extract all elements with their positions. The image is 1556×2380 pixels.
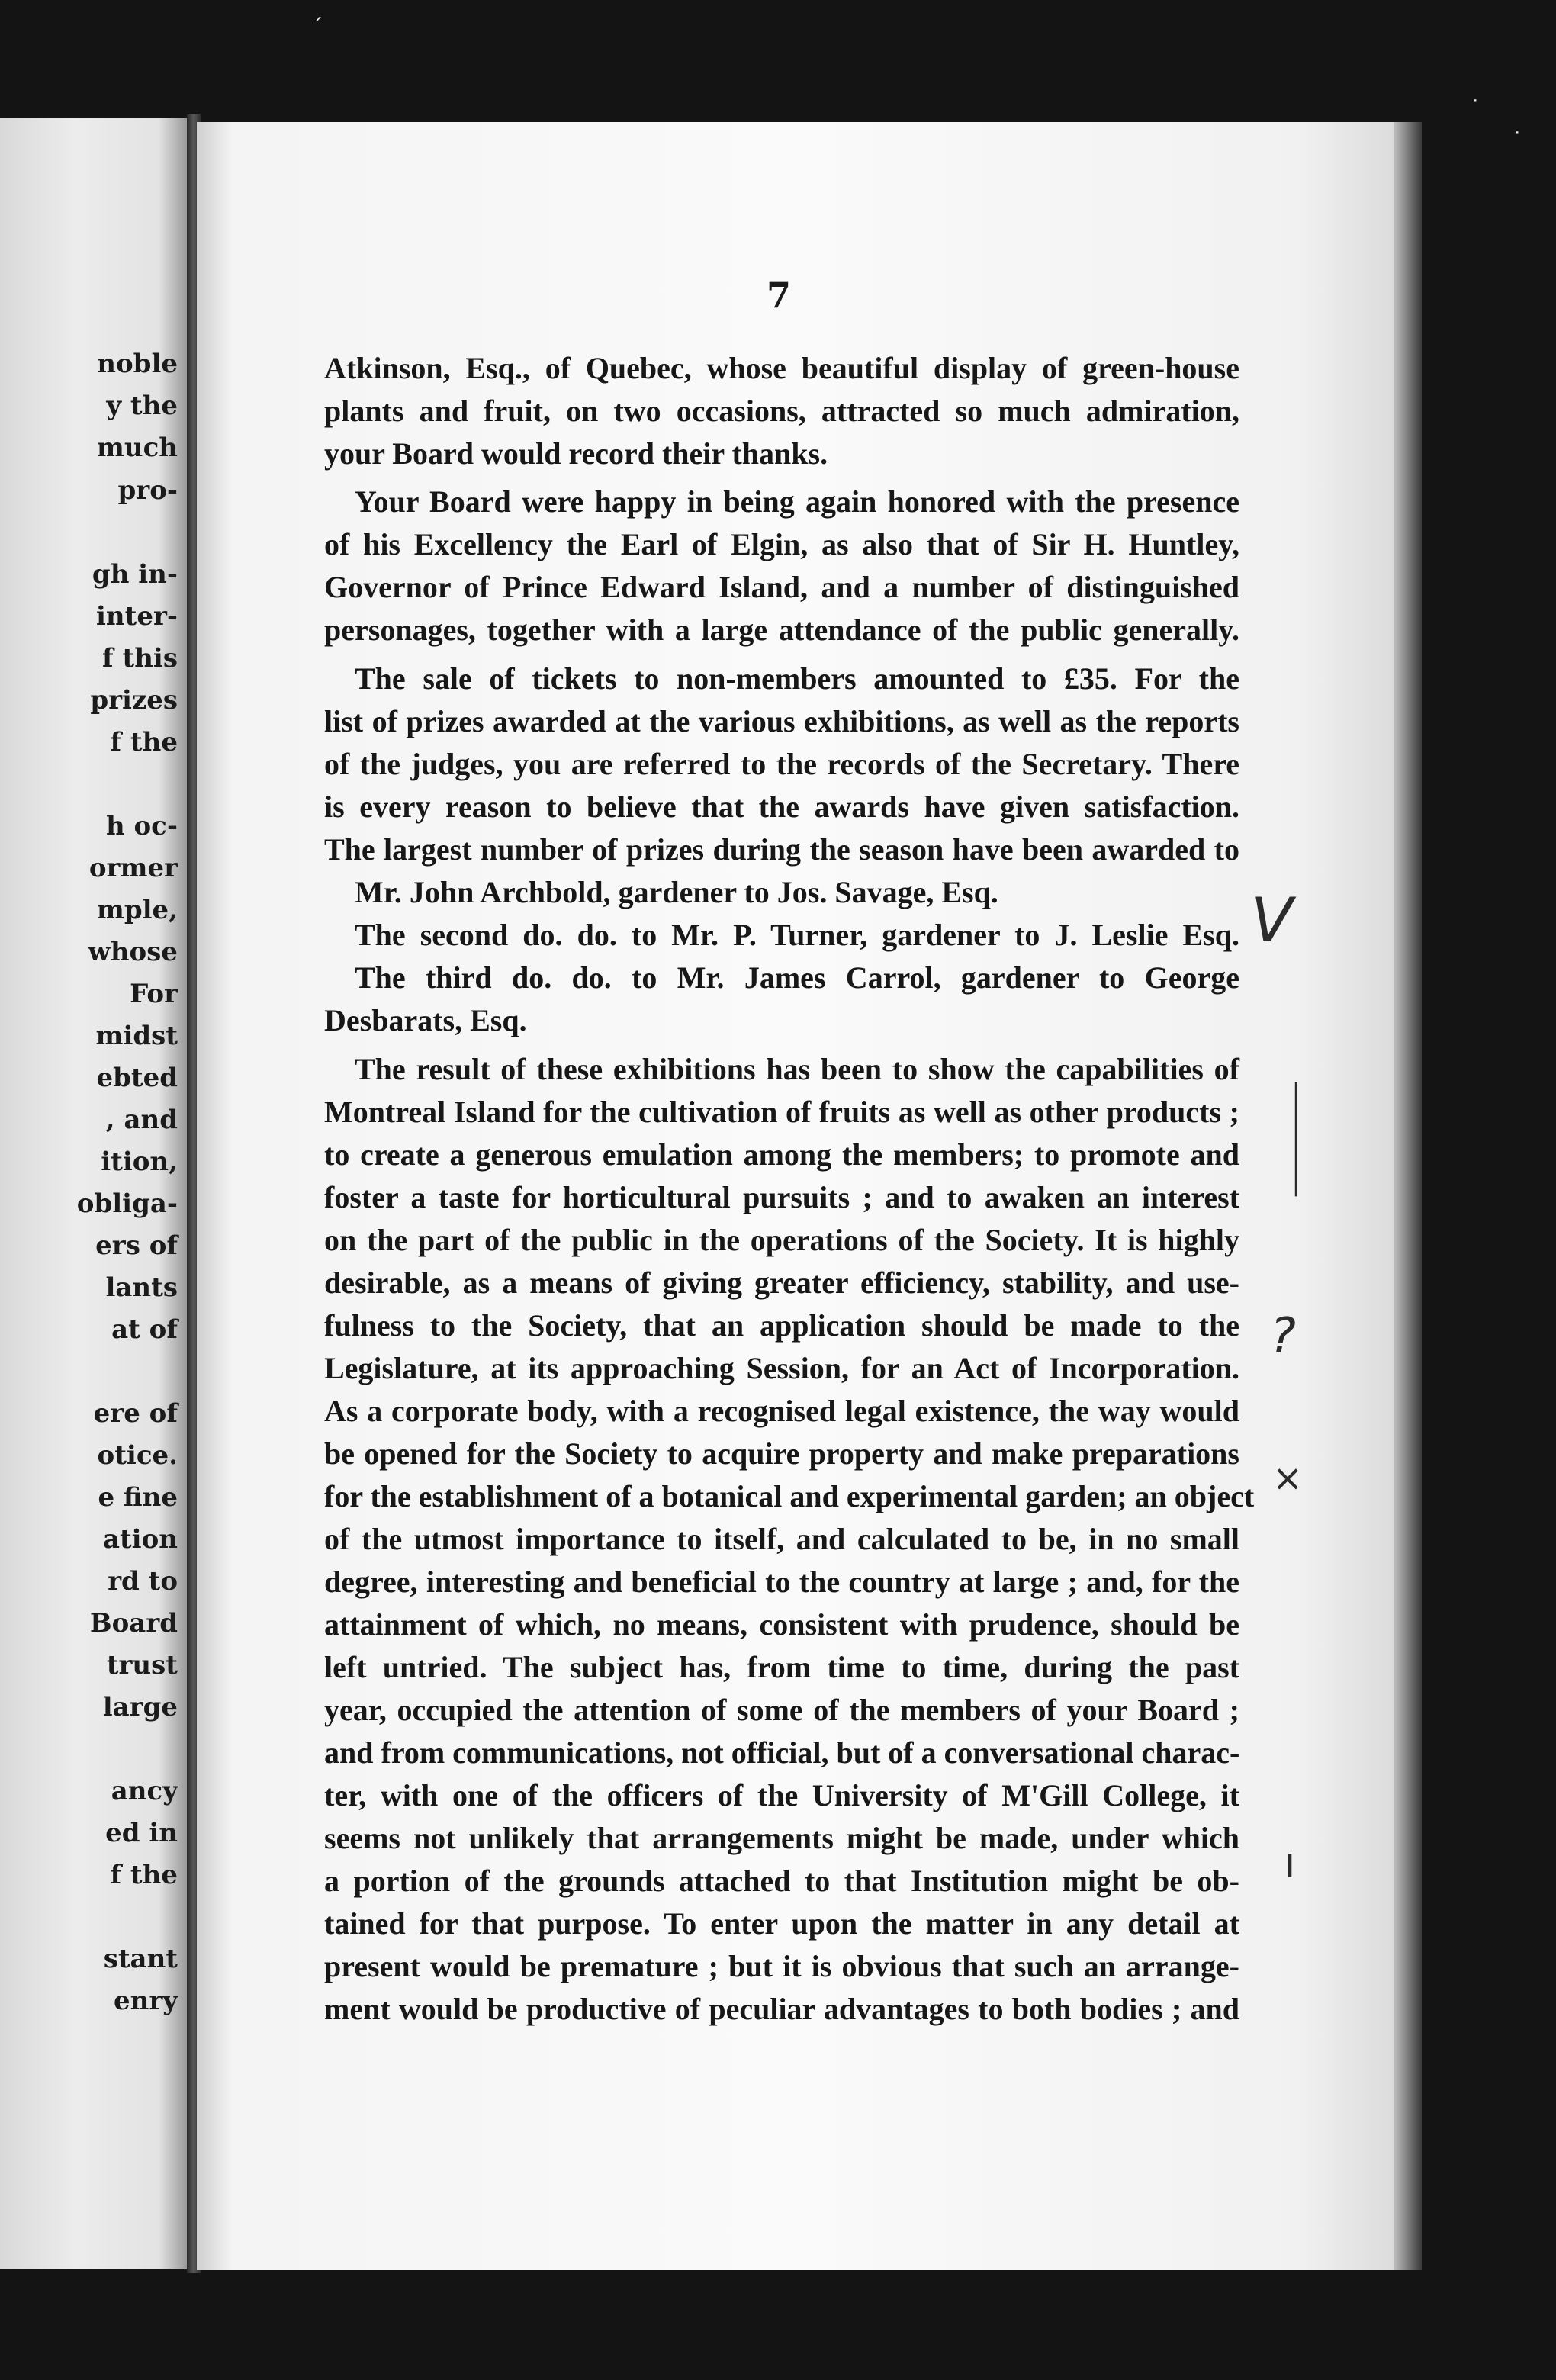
body-text-line: foster a taste for horticultural pursuits ; and to awaken an interest xyxy=(324,1180,1239,1214)
left-page-line: prizes xyxy=(90,685,178,716)
left-page-line: y the xyxy=(106,391,178,421)
left-page-line: ed in xyxy=(105,1818,178,1848)
body-text-line: for the establishment of a botanical and experimental garden; an object xyxy=(324,1479,1255,1513)
dust-speck: ´ xyxy=(313,15,323,38)
left-page-line: rd to xyxy=(108,1566,178,1597)
left-page-line: f this xyxy=(102,643,178,674)
left-page-line: f the xyxy=(110,1860,178,1890)
body-text-line: to create a generous emulation among the members; to promote and xyxy=(324,1137,1239,1172)
body-text-line: Your Board were happy in being again honored with the presence xyxy=(355,484,1239,519)
left-page-line: f the xyxy=(110,727,178,757)
left-page-line: obliga- xyxy=(76,1188,178,1219)
left-page-fragment xyxy=(0,118,187,2269)
body-text-line: is every reason to believe that the awards have given satisfaction. xyxy=(324,790,1239,824)
body-text-line: The sale of tickets to non-members amounted to £35. For the xyxy=(355,661,1239,696)
page-number: 7 xyxy=(767,275,792,316)
body-text-line: ter, with one of the officers of the University of M'Gill College, it xyxy=(324,1778,1239,1812)
left-page-line: much xyxy=(96,433,178,463)
left-page-line: ition, xyxy=(101,1147,178,1177)
dust-speck: · xyxy=(1472,90,1479,113)
body-text-line: Montreal Island for the cultivation of fruits as well as other products ; xyxy=(324,1095,1239,1129)
left-page-line: whose xyxy=(88,937,178,967)
left-page-line: midst xyxy=(95,1021,178,1051)
body-text-line: year, occupied the attention of some of the members of your Board ; xyxy=(324,1693,1239,1727)
left-page-line: , and xyxy=(105,1105,178,1135)
body-text-line: of his Excellency the Earl of Elgin, as also that of Sir H. Huntley, xyxy=(324,527,1239,561)
left-page-line: For xyxy=(130,979,178,1009)
left-page-line: ers of xyxy=(95,1230,178,1261)
body-text-line: Governor of Prince Edward Island, and a number of distinguished xyxy=(324,570,1239,604)
body-text-line: fulness to the Society, that an application should be made to the xyxy=(324,1308,1239,1343)
handwritten-check-mark: V xyxy=(1251,885,1293,956)
body-text-line: and from communications, not official, but of a conversational charac- xyxy=(324,1735,1240,1770)
body-text-line: seems not unlikely that arrangements might be made, under which xyxy=(324,1821,1239,1855)
left-page-line: ere of xyxy=(93,1398,178,1429)
left-page-line: h oc- xyxy=(105,811,178,841)
body-text-line: be opened for the Society to acquire property and make preparations xyxy=(324,1436,1239,1471)
body-text-line: of the judges, you are referred to the records of the Secretary. There xyxy=(324,747,1239,781)
handwritten-question-mark: ? xyxy=(1270,1308,1296,1365)
left-page-line: mple, xyxy=(96,895,178,925)
left-page-line: ormer xyxy=(88,853,178,883)
body-text-line: degree, interesting and beneficial to the country at large ; and, for the xyxy=(324,1565,1239,1599)
left-page-line: noble xyxy=(97,349,178,379)
body-text-line: tained for that purpose. To enter upon the matter in any detail at xyxy=(324,1906,1239,1941)
body-text-line: attainment of which, no means, consistent with prudence, should be xyxy=(324,1607,1239,1642)
body-text-line: Legislature, at its approaching Session, for an Act of Incorporation. xyxy=(324,1351,1239,1385)
body-text-line: on the part of the public in the operations of the Society. It is highly xyxy=(324,1223,1239,1257)
body-text-line: ment would be productive of peculiar advantages to both bodies ; and xyxy=(324,1992,1239,2026)
body-text-line: a portion of the grounds attached to that Institution might be ob- xyxy=(324,1864,1239,1898)
left-page-line: large xyxy=(102,1692,178,1722)
left-page-line: ation xyxy=(102,1524,178,1555)
body-text-line: of the utmost importance to itself, and calculated to be, in no small xyxy=(324,1522,1239,1556)
left-page-line: ebted xyxy=(96,1063,178,1093)
body-text-line: desirable, as a means of giving greater efficiency, stability, and use- xyxy=(324,1266,1239,1300)
left-page-line: Board xyxy=(89,1608,178,1639)
body-text-line: As a corporate body, with a recognised legal existence, the way would xyxy=(324,1394,1239,1428)
left-page-line: gh in- xyxy=(92,559,178,590)
body-text-line: list of prizes awarded at the various exhibitions, as well as the reports xyxy=(324,704,1239,738)
body-text-line: Desbarats, Esq. xyxy=(324,1003,527,1037)
left-page-line: trust xyxy=(106,1650,178,1680)
body-text-line: The second do. do. to Mr. P. Turner, gardener to J. Leslie Esq. xyxy=(355,918,1239,952)
body-text-line: The third do. do. to Mr. James Carrol, gardener to George xyxy=(355,960,1239,995)
body-text-line: Mr. John Archbold, gardener to Jos. Savage, Esq. xyxy=(355,875,998,909)
left-page-line: e fine xyxy=(98,1482,178,1513)
page-edge-shadow xyxy=(1394,122,1422,2270)
handwritten-margin-bar: | xyxy=(1287,1064,1305,1197)
body-text-line: left untried. The subject has, from time to time, during the past xyxy=(324,1650,1239,1684)
body-text-line: your Board would record their thanks. xyxy=(324,436,828,471)
body-text-line: plants and fruit, on two occasions, attracted so much admiration, xyxy=(324,394,1239,428)
body-text-line: present would be premature ; but it is obvious that such an arrange- xyxy=(324,1949,1239,1983)
body-text-line: The largest number of prizes during the season have been awarded to xyxy=(324,832,1239,867)
dust-speck: · xyxy=(1514,122,1521,145)
handwritten-x-mark: × xyxy=(1272,1457,1304,1500)
left-page-line: pro- xyxy=(117,475,178,506)
handwritten-tick-mark: ı xyxy=(1284,1838,1296,1888)
body-text-line: Atkinson, Esq., of Quebec, whose beautiful display of green-house xyxy=(324,351,1239,385)
body-text-line: personages, together with a large attendance of the public generally. xyxy=(324,613,1239,647)
left-page-line: otice. xyxy=(97,1440,178,1471)
left-page-line: at of xyxy=(111,1314,178,1345)
left-page-line: lants xyxy=(105,1272,178,1303)
left-page-line: enry xyxy=(113,1986,178,2016)
body-text-line: The result of these exhibitions has been to show the capabilities of xyxy=(355,1052,1239,1086)
left-page-line: ancy xyxy=(111,1776,178,1806)
left-page-line: stant xyxy=(103,1944,178,1974)
left-page-line: inter- xyxy=(96,601,178,632)
